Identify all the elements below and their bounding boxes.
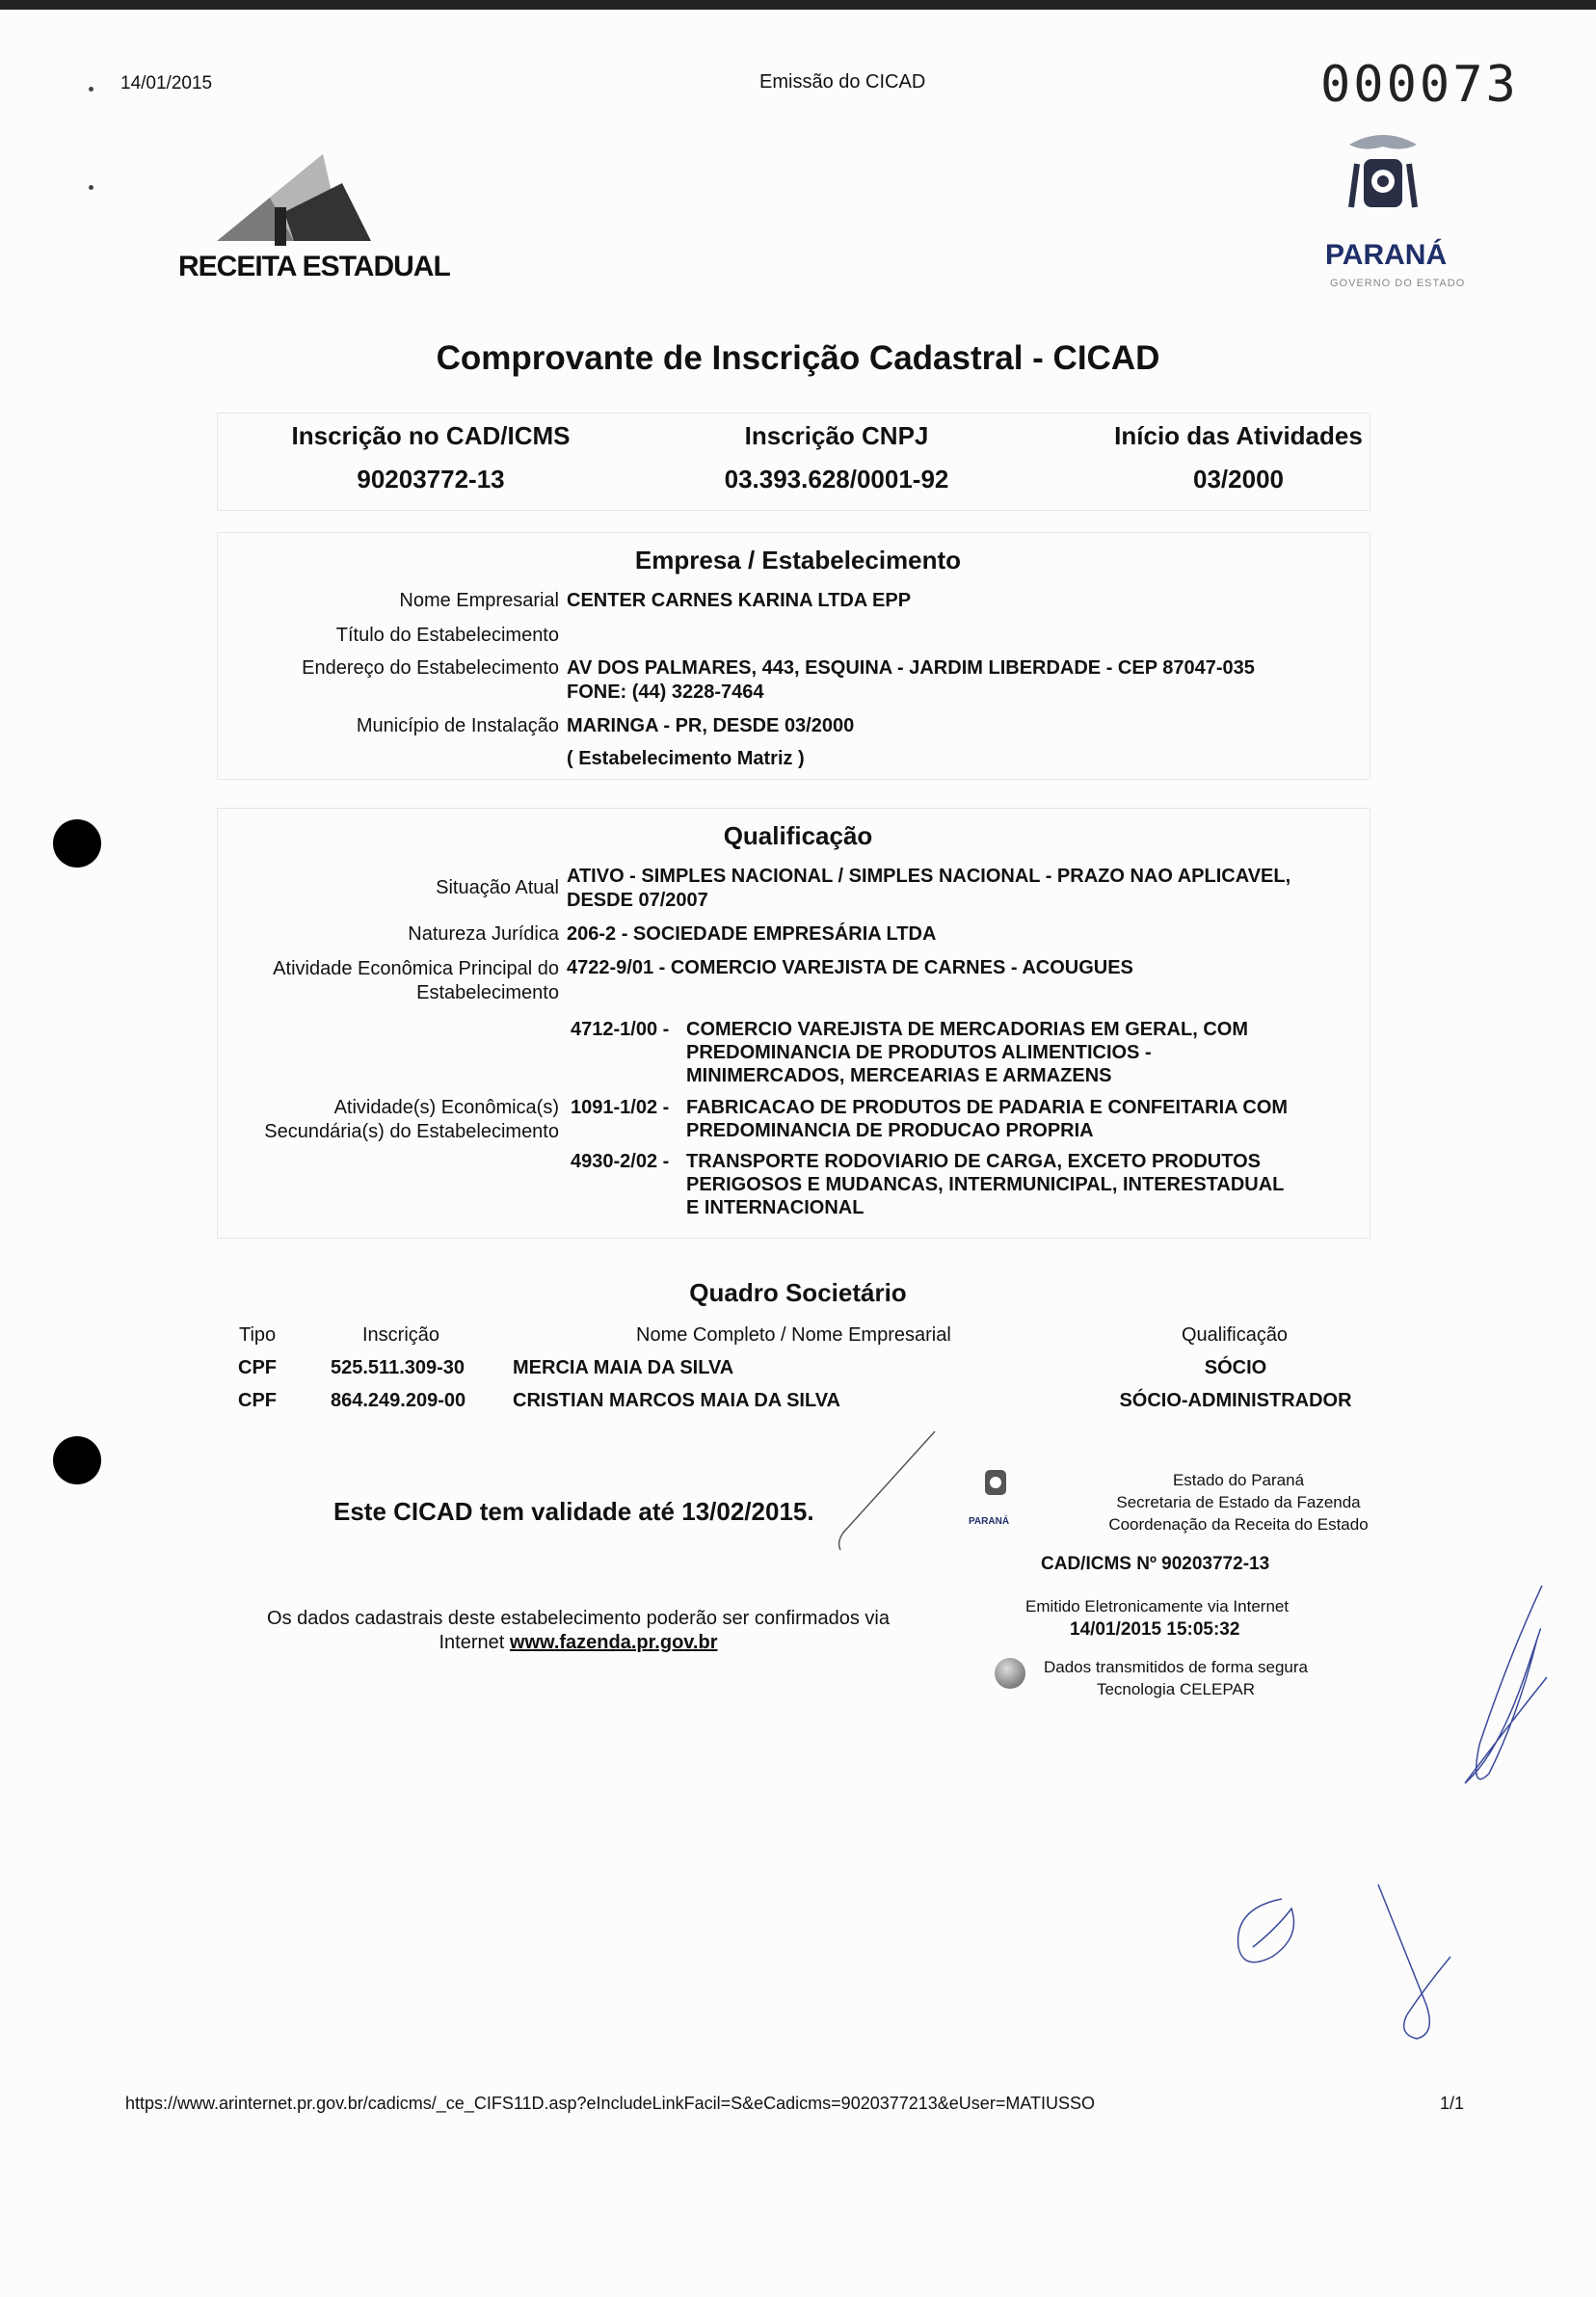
stamp-text [1065,1469,1412,1536]
cnpj-label: Inscrição CNPJ [744,421,929,450]
col-inscricao: Inscrição [362,1324,440,1346]
main-activity-label-line: Atividade Econômica Principal do [273,958,559,979]
start-date-label: Início das Atividades [1114,421,1363,450]
issued-datetime: 14/01/2015 15:05:32 [1070,1619,1240,1640]
signature-scribble-icon [1450,1581,1556,1812]
col-tipo: Tipo [239,1324,277,1346]
activity-line: FABRICACAO DE PRODUTOS DE PADARIA E CONFEITARIA COM [686,1097,1289,1118]
status-line-2: DESDE 07/2007 [567,890,708,911]
establishment-type: ( Estabelecimento Matriz ) [567,748,805,769]
confirmation-prefix: Internet [439,1632,510,1653]
document-number: 000073 [1320,56,1519,114]
signature-stroke-icon [1369,1880,1455,2043]
document-title: Comprovante de Inscrição Cadastral - CICAD [436,339,1160,377]
activity-line: COMERCIO VAREJISTA DE MERCADORIAS EM GERAL, COM [686,1019,1248,1040]
scan-dot [89,185,93,190]
status-line-1: ATIVO - SIMPLES NACIONAL / SIMPLES NACIONAL - PRAZO NAO APLICAVEL, [567,866,1291,887]
partner-nome: CRISTIAN MARCOS MAIA DA SILVA [513,1390,840,1411]
stamp-line: Estado do Paraná [1172,1471,1305,1489]
parana-stamp-icon [971,1465,1020,1518]
parana-logo-subtitle: GOVERNO DO ESTADO [1330,278,1466,289]
stamp-line: Coordenação da Receita do Estado [1108,1515,1369,1534]
emission-header: Emissão do CICAD [759,71,926,93]
main-activity-label-line: Estabelecimento [416,982,559,1003]
col-nome: Nome Completo / Nome Empresarial [636,1324,951,1346]
stamp-logo-text: PARANÁ [969,1516,1010,1527]
page-number: 1/1 [1440,2094,1465,2113]
col-qualificacao: Qualificação [1182,1324,1289,1346]
partner-tipo: CPF [238,1357,277,1378]
secondary-activities-label-line: Atividade(s) Econômica(s) [333,1097,559,1118]
activity-description [686,1150,1342,1219]
main-activity-value: 4722-9/01 - COMERCIO VAREJISTA DE CARNES - ACOUGUES [567,957,1133,978]
partner-inscricao: 864.249.209-00 [331,1390,466,1411]
activity-line: E INTERNACIONAL [686,1197,864,1218]
activity-description [686,1018,1342,1087]
validity-notice: Este CICAD tem validade até 13/02/2015. [333,1497,814,1526]
city-value: MARINGA - PR, DESDE 03/2000 [567,715,855,736]
partner-tipo: CPF [238,1390,277,1411]
activity-line: PREDOMINANCIA DE PRODUTOS ALIMENTICIOS - [686,1042,1152,1063]
activity-line: MINIMERCADOS, MERCEARIAS E ARMAZENS [686,1065,1112,1086]
partners-heading: Quadro Societário [689,1278,907,1307]
secondary-activity-item [571,1150,1361,1219]
secondary-activity-item [571,1096,1361,1142]
legal-nature-value: 206-2 - SOCIEDADE EMPRESÁRIA LTDA [567,923,937,945]
activity-description [686,1096,1342,1142]
receita-estadual-logo-text: RECEITA ESTADUAL [178,251,450,282]
punch-hole [53,819,101,868]
address-value: AV DOS PALMARES, 443, ESQUINA - JARDIM LIBERDADE - CEP 87047-035 [567,657,1255,679]
scan-top-edge [0,0,1596,10]
activity-code: 4930-2/02 - [571,1151,670,1172]
activity-line: PERIGOSOS E MUDANCAS, INTERMUNICIPAL, INTERESTADUAL [686,1174,1285,1195]
company-heading: Empresa / Estabelecimento [634,546,962,574]
activity-code: 1091-1/02 - [571,1097,670,1118]
secondary-activities-label-line: Secundária(s) do Estabelecimento [264,1121,559,1142]
activity-code: 4712-1/00 - [571,1019,670,1040]
partner-qualificacao: SÓCIO-ADMINISTRADOR [1119,1390,1352,1411]
status-label: Situação Atual [436,877,559,898]
phone-value: FONE: (44) 3228-7464 [567,681,764,703]
activity-line: PREDOMINANCIA DE PRODUCAO PROPRIA [686,1120,1094,1141]
initials-signature-icon [1224,1889,1311,1976]
secondary-activities-label [264,1096,559,1144]
partner-qualificacao: SÓCIO [1204,1357,1267,1378]
confirmation-line: Os dados cadastrais deste estabelecimento poderão ser confirmados via [267,1608,890,1629]
secure-line: Tecnologia CELEPAR [1096,1680,1256,1698]
legal-nature-label: Natureza Jurídica [408,923,559,945]
secure-line: Dados transmitidos de forma segura [1043,1658,1309,1676]
source-url: https://www.arinternet.pr.gov.br/cadicms/_ce_CIFS11D.asp?eIncludeLinkFacil=S&eCadicms=9020377213&eUser=MATIUSSO [125,2094,1095,2113]
cad-icms-value: 90203772-13 [357,465,505,494]
issued-electronically: Emitido Eletronicamente via Internet [1025,1597,1290,1616]
cad-icms-label: Inscrição no CAD/ICMS [291,421,571,450]
punch-hole [53,1436,101,1484]
company-name-label: Nome Empresarial [399,590,559,611]
secondary-activity-item [571,1018,1361,1087]
establishment-title-label: Título do Estabelecimento [335,625,559,646]
city-label: Município de Instalação [356,715,559,736]
cad-icms-stamp: CAD/ICMS Nº 90203772-13 [1041,1554,1270,1574]
confirmation-note [241,1607,916,1655]
cnpj-value: 03.393.628/0001-92 [724,465,949,494]
secure-transmission [1012,1656,1340,1700]
activity-line: TRANSPORTE RODOVIARIO DE CARGA, EXCETO PRODUTOS [686,1151,1261,1172]
parana-logo-text: PARANÁ [1325,239,1448,271]
fazenda-link[interactable]: www.fazenda.pr.gov.br [509,1632,718,1653]
partner-nome: MERCIA MAIA DA SILVA [513,1357,734,1378]
start-date-value: 03/2000 [1193,465,1284,494]
address-label: Endereço do Estabelecimento [302,657,559,679]
partner-inscricao: 525.511.309-30 [331,1357,466,1378]
handwritten-stroke-icon [829,1427,944,1552]
company-name: CENTER CARNES KARINA LTDA EPP [567,590,912,611]
qualification-heading: Qualificação [723,821,873,850]
stamp-line: Secretaria de Estado da Fazenda [1116,1493,1361,1511]
scan-dot [89,87,93,92]
main-activity-label [273,957,559,1005]
print-date: 14/01/2015 [120,73,213,93]
